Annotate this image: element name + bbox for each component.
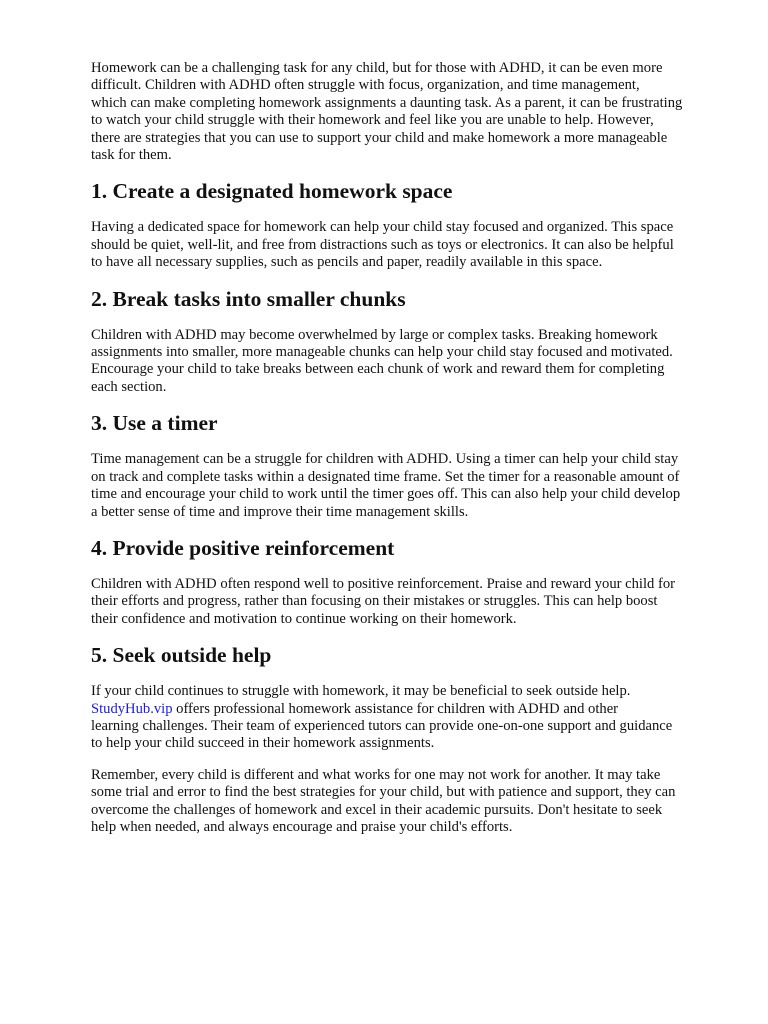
section-5-text-before-link: If your child continues to struggle with homework, it may be beneficial to seek outside help.	[91, 683, 631, 700]
conclusion-paragraph: Remember, every child is different and what works for one may not work for another. It may take some trial and error to find the best strategies for your child, but with patience and support, they can overcome the challenges of homework and excel in their academic pursuits. Don't hesitate to seek help when needed, and always encourage and praise your child's efforts.	[91, 766, 676, 835]
section-2-body: Children with ADHD may become overwhelmed by large or complex tasks. Breaking homework assignments into smaller, more manageable chunks can help your child stay focused and motivated. Encourage your child to take breaks between each chunk of work and reward them for completing each section.	[91, 326, 673, 395]
section-3-heading: 3. Use a timer	[91, 411, 218, 436]
section-1-body: Having a dedicated space for homework can help your child stay focused and organized. This space should be quiet, well-lit, and free from distractions such as toys or electronics. It can also be helpful to have all necessary supplies, such as pencils and paper, readily available in this space.	[91, 219, 674, 271]
studyhub-link[interactable]: StudyHub.vip	[91, 700, 173, 717]
section-5-text-after-link: offers professional homework assistance for children with ADHD and other learning challenges. Their team of experienced tutors can provide one-on-one support and guidance to help your child succeed in their homework assignments.	[91, 700, 673, 752]
section-3-body: Time management can be a struggle for children with ADHD. Using a timer can help your child stay on track and complete tasks within a designated time frame. Set the timer for a reasonable amount of time and encourage your child to work until the timer goes off. This can also help your child develop a better sense of time and improve their time management skills.	[91, 451, 681, 520]
section-5-heading: 5. Seek outside help	[91, 643, 272, 668]
intro-paragraph: Homework can be a challenging task for any child, but for those with ADHD, it can be even more difficult. Children with ADHD often struggle with focus, organization, and time management, which can make completing homework assignments a daunting task. As a parent, it can be frustrating to watch your child struggle with their homework and feel like you are unable to help. However, there are strategies that you can use to support your child and make homework a more manageable task for them.	[91, 60, 683, 164]
section-4-heading: 4. Provide positive reinforcement	[91, 535, 395, 560]
document-page	[91, 60, 731, 836]
section-1-heading: 1. Create a designated homework space	[91, 179, 453, 204]
section-2-heading: 2. Break tasks into smaller chunks	[91, 286, 406, 311]
section-4-body: Children with ADHD often respond well to positive reinforcement. Praise and reward your child for their efforts and progress, rather than focusing on their mistakes or struggles. This can help boost their confidence and motivation to continue working on their homework.	[91, 575, 676, 627]
section-5-body	[91, 683, 731, 753]
